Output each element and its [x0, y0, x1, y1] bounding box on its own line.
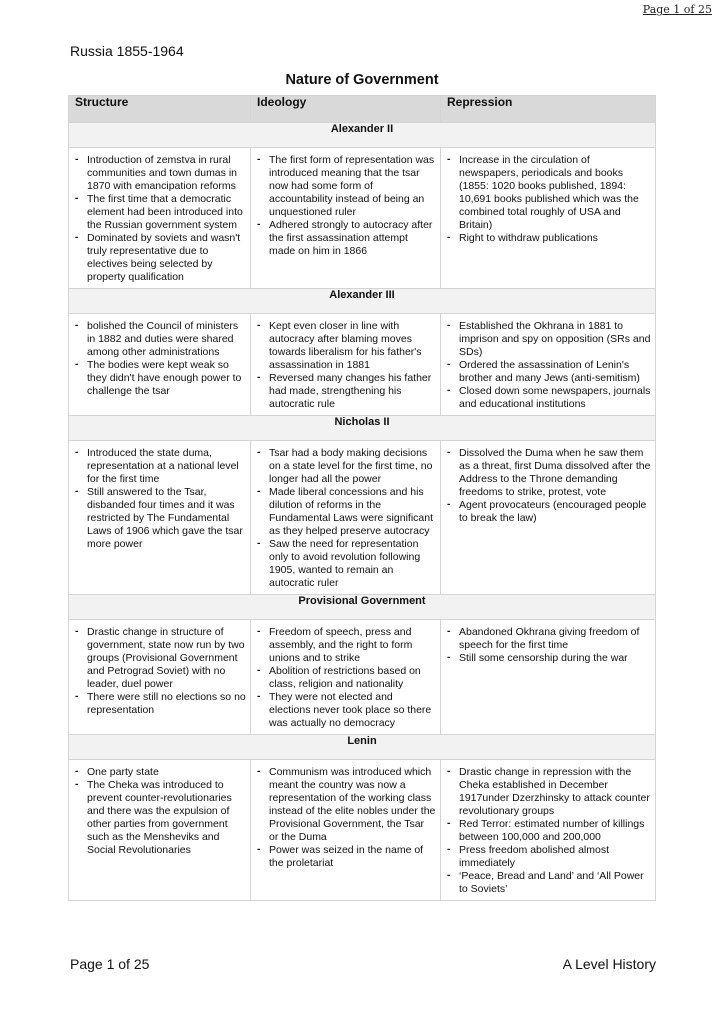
- bullet-item: - Still some censorship during the war: [445, 652, 651, 665]
- table-body: [69, 123, 656, 901]
- bullet-list: [445, 320, 651, 411]
- bullet-item: - The Cheka was introduced to prevent counter-revolutionaries and there was the expulsion of other parties from government such as the Mensheviks and Social Revolutionaries: [73, 779, 246, 857]
- bullet-item: - Saw the need for representation only to avoid revolution following 1905, wanted to remain an autocratic ruler: [255, 538, 436, 590]
- viewer-page-indicator[interactable]: Page 1 of 25: [642, 3, 712, 16]
- bullet-item: - Red Terror: estimated number of killings between 100,000 and 200,000: [445, 818, 651, 844]
- bullet-item: - Drastic change in repression with the Cheka established in December 1917under Dzerzhinsky to attack counter revolutionary groups: [445, 766, 651, 818]
- bullet-item: - Made liberal concessions and his dilution of reforms in the Fundamental Laws were significant as they helped preserve autocracy: [255, 486, 436, 538]
- section-title: Nicholas II: [69, 416, 656, 441]
- bullet-item: - Established the Okhrana in 1881 to imprison and spy on opposition (SRs and SDs): [445, 320, 651, 359]
- bullet-item: - Introduced the state duma, representation at a national level for the first time: [73, 447, 246, 486]
- bullet-item: - Agent provocateurs (encouraged people to break the law): [445, 499, 651, 525]
- document-title: Russia 1855-1964: [70, 43, 184, 59]
- ideology-cell: [251, 441, 441, 595]
- repression-cell: [441, 148, 656, 289]
- bullet-item: - Closed down some newspapers, journals and educational institutions: [445, 385, 651, 411]
- bullet-list: [255, 766, 436, 870]
- bullet-list: [255, 626, 436, 730]
- bullet-list: [73, 626, 246, 717]
- bullet-list: [445, 766, 651, 896]
- bullet-item: - One party state: [73, 766, 246, 779]
- bullet-list: [255, 154, 436, 258]
- section-content-row: [69, 148, 656, 289]
- government-table: [68, 95, 656, 901]
- section-content-row: [69, 760, 656, 901]
- bullet-item: - Abandoned Okhrana giving freedom of speech for the first time: [445, 626, 651, 652]
- ideology-cell: [251, 314, 441, 416]
- section-header-row: [69, 735, 656, 760]
- column-header-ideology: Ideology: [251, 96, 441, 123]
- page-heading: Nature of Government: [285, 72, 439, 88]
- section-header-row: [69, 123, 656, 148]
- ideology-cell: [251, 760, 441, 901]
- header-row: [69, 96, 656, 123]
- section-title: Lenin: [69, 735, 656, 760]
- bullet-item: - Tsar had a body making decisions on a state level for the first time, no longer had all the power: [255, 447, 436, 486]
- repression-cell: [441, 314, 656, 416]
- column-header-repression: Repression: [441, 96, 656, 123]
- bullet-item: - Right to withdraw publications: [445, 232, 651, 245]
- bullet-item: - Drastic change in structure of government, state now run by two groups (Provisional Government and Petrograd Soviet) with no leader, duel power: [73, 626, 246, 691]
- structure-cell: [69, 148, 251, 289]
- section-title: Provisional Government: [69, 595, 656, 620]
- ideology-cell: [251, 148, 441, 289]
- section-title: Alexander II: [69, 123, 656, 148]
- structure-cell: [69, 620, 251, 735]
- bullet-item: - ‘Peace, Bread and Land’ and ‘All Power to Soviets’: [445, 870, 651, 896]
- bullet-list: [445, 626, 651, 665]
- bullet-list: [255, 320, 436, 411]
- bullet-list: [445, 154, 651, 245]
- section-header-row: [69, 595, 656, 620]
- section-title: Alexander III: [69, 289, 656, 314]
- bullet-item: - The bodies were kept weak so they didn't have enough power to challenge the tsar: [73, 359, 246, 398]
- bullet-list: [73, 320, 246, 398]
- bullet-item: - The first form of representation was introduced meaning that the tsar now had some form of accountability instead of being an unquestioned ruler: [255, 154, 436, 219]
- column-header-structure: Structure: [69, 96, 251, 123]
- bullet-item: - Kept even closer in line with autocracy after blaming moves towards liberalism for his father's assassination in 1881: [255, 320, 436, 372]
- bullet-list: [445, 447, 651, 525]
- bullet-list: [73, 447, 246, 551]
- repression-cell: [441, 620, 656, 735]
- ideology-cell: [251, 620, 441, 735]
- bullet-item: - Press freedom abolished almost immediately: [445, 844, 651, 870]
- section-content-row: [69, 620, 656, 735]
- bullet-item: - Introduction of zemstva in rural communities and town dumas in 1870 with emancipation reforms: [73, 154, 246, 193]
- bullet-item: - Still answered to the Tsar, disbanded four times and it was restricted by The Fundamental Laws of 1906 which gave the tsar more power: [73, 486, 246, 551]
- bullet-item: - They were not elected and elections never took place so there was actually no democracy: [255, 691, 436, 730]
- repression-cell: [441, 760, 656, 901]
- section-header-row: [69, 416, 656, 441]
- footer-subject: A Level History: [562, 956, 656, 972]
- bullet-item: - Abolition of restrictions based on class, religion and nationality: [255, 665, 436, 691]
- bullet-list: [73, 766, 246, 857]
- section-content-row: [69, 314, 656, 416]
- bullet-item: - Increase in the circulation of newspapers, periodicals and books (1855: 1020 books published, 1894: 10,691 books published which was the combined total roughly of USA and Britain): [445, 154, 651, 232]
- bullet-item: - Reversed many changes his father had made, strengthening his autocratic rule: [255, 372, 436, 411]
- footer-page-number: Page 1 of 25: [70, 956, 150, 972]
- bullet-item: - Power was seized in the name of the proletariat: [255, 844, 436, 870]
- bullet-item: - Dominated by soviets and wasn't truly representative due to electives being selected by property qualification: [73, 232, 246, 284]
- bullet-item: - Dissolved the Duma when he saw them as a threat, first Duma dissolved after the Address to the Throne demanding freedoms to strike, protest, vote: [445, 447, 651, 499]
- bullet-item: - Ordered the assassination of Lenin's brother and many Jews (anti-semitism): [445, 359, 651, 385]
- bullet-item: - There were still no elections so no representation: [73, 691, 246, 717]
- section-content-row: [69, 441, 656, 595]
- bullet-item: - Freedom of speech, press and assembly, and the right to form unions and to strike: [255, 626, 436, 665]
- section-header-row: [69, 289, 656, 314]
- bullet-list: [73, 154, 246, 284]
- bullet-item: - bolished the Council of ministers in 1882 and duties were shared among other administrations: [73, 320, 246, 359]
- structure-cell: [69, 314, 251, 416]
- bullet-item: - Adhered strongly to autocracy after the first assassination attempt made on him in 1866: [255, 219, 436, 258]
- structure-cell: [69, 441, 251, 595]
- repression-cell: [441, 441, 656, 595]
- bullet-item: - The first time that a democratic element had been introduced into the Russian government system: [73, 193, 246, 232]
- structure-cell: [69, 760, 251, 901]
- bullet-list: [255, 447, 436, 590]
- bullet-item: - Communism was introduced which meant the country was now a representation of the working class instead of the elite nobles under the Provisional Government, the Tsar or the Duma: [255, 766, 436, 844]
